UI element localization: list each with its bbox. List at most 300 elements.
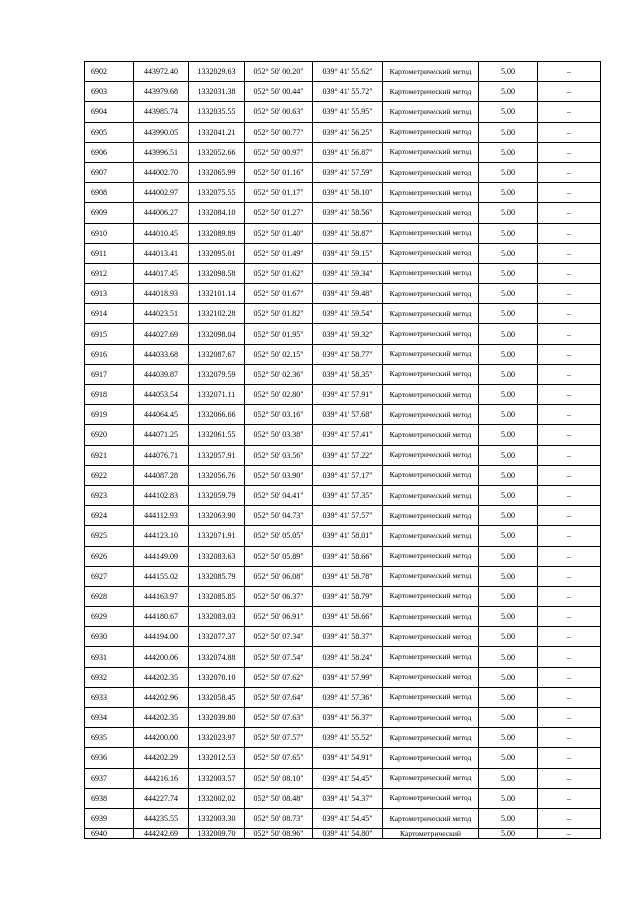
longitude-cell: 039° 41' 59.48"	[313, 284, 383, 304]
method-cell: Картометрический метод	[383, 546, 479, 566]
latitude-cell: 052° 50' 03.38"	[245, 425, 313, 445]
table-row	[85, 829, 601, 839]
accuracy-cell: 5.00	[479, 324, 538, 344]
x-coordinate-cell: 444013.41	[134, 243, 189, 263]
latitude-cell: 052° 50' 01.67"	[245, 284, 313, 304]
table-row	[85, 687, 601, 707]
accuracy-cell: 5.00	[479, 728, 538, 748]
x-coordinate-cell: 444180.67	[134, 607, 189, 627]
table-row	[85, 788, 601, 808]
longitude-cell: 039° 41' 57.68"	[313, 405, 383, 425]
point-number-cell: 6927	[85, 566, 134, 586]
x-coordinate-cell: 444200.06	[134, 647, 189, 667]
latitude-cell: 052° 50' 00.97"	[245, 142, 313, 162]
longitude-cell: 039° 41' 59.34"	[313, 263, 383, 283]
accuracy-cell: 5.00	[479, 748, 538, 768]
latitude-cell: 052° 50' 03.16"	[245, 405, 313, 425]
x-coordinate-cell: 444018.93	[134, 284, 189, 304]
point-number-cell: 6907	[85, 162, 134, 182]
x-coordinate-cell: 444039.87	[134, 364, 189, 384]
y-coordinate-cell: 1332077.37	[189, 627, 245, 647]
point-number-cell: 6939	[85, 808, 134, 828]
note-cell: –	[538, 122, 601, 142]
point-number-cell: 6909	[85, 203, 134, 223]
accuracy-cell: 5.00	[479, 82, 538, 102]
point-number-cell: 6926	[85, 546, 134, 566]
accuracy-cell: 5.00	[479, 627, 538, 647]
y-coordinate-cell: 1332003.57	[189, 768, 245, 788]
note-cell: –	[538, 324, 601, 344]
y-coordinate-cell: 1332089.89	[189, 223, 245, 243]
x-coordinate-cell: 444076.71	[134, 445, 189, 465]
longitude-cell: 039° 41' 57.22"	[313, 445, 383, 465]
accuracy-cell: 5.00	[479, 304, 538, 324]
point-number-cell: 6924	[85, 506, 134, 526]
accuracy-cell: 5.00	[479, 344, 538, 364]
accuracy-cell: 5.00	[479, 526, 538, 546]
longitude-cell: 039° 41' 58.56"	[313, 203, 383, 223]
longitude-cell: 039° 41' 54.80"	[313, 829, 383, 839]
note-cell: –	[538, 687, 601, 707]
point-number-cell: 6914	[85, 304, 134, 324]
longitude-cell: 039° 41' 57.41"	[313, 425, 383, 445]
y-coordinate-cell: 1332012.53	[189, 748, 245, 768]
latitude-cell: 052° 50' 07.34"	[245, 627, 313, 647]
method-cell: Картометрический метод	[383, 82, 479, 102]
longitude-cell: 039° 41' 58.01"	[313, 526, 383, 546]
y-coordinate-cell: 1332065.99	[189, 162, 245, 182]
note-cell: –	[538, 607, 601, 627]
note-cell: –	[538, 405, 601, 425]
table-row	[85, 344, 601, 364]
table-row	[85, 708, 601, 728]
point-number-cell: 6925	[85, 526, 134, 546]
method-cell: Картометрический метод	[383, 768, 479, 788]
note-cell: –	[538, 243, 601, 263]
method-cell: Картометрический метод	[383, 183, 479, 203]
note-cell: –	[538, 485, 601, 505]
table-row	[85, 667, 601, 687]
longitude-cell: 039° 41' 54.45"	[313, 768, 383, 788]
x-coordinate-cell: 443990.05	[134, 122, 189, 142]
x-coordinate-cell: 444102.83	[134, 485, 189, 505]
method-cell: Картометрический метод	[383, 667, 479, 687]
y-coordinate-cell: 1332070.10	[189, 667, 245, 687]
x-coordinate-cell: 444010.45	[134, 223, 189, 243]
latitude-cell: 052° 50' 03.56"	[245, 445, 313, 465]
point-number-cell: 6917	[85, 364, 134, 384]
y-coordinate-cell: 1332003.30	[189, 808, 245, 828]
method-cell: Картометрический метод	[383, 788, 479, 808]
latitude-cell: 052° 50' 00.20"	[245, 62, 313, 82]
table-row	[85, 586, 601, 606]
point-number-cell: 6930	[85, 627, 134, 647]
point-number-cell: 6920	[85, 425, 134, 445]
note-cell: –	[538, 708, 601, 728]
table-row	[85, 808, 601, 828]
latitude-cell: 052° 50' 02.15"	[245, 344, 313, 364]
x-coordinate-cell: 444163.97	[134, 586, 189, 606]
point-number-cell: 6931	[85, 647, 134, 667]
latitude-cell: 052° 50' 07.65"	[245, 748, 313, 768]
accuracy-cell: 5.00	[479, 405, 538, 425]
accuracy-cell: 5.00	[479, 808, 538, 828]
note-cell: –	[538, 102, 601, 122]
latitude-cell: 052° 50' 05.05"	[245, 526, 313, 546]
latitude-cell: 052° 50' 07.54"	[245, 647, 313, 667]
x-coordinate-cell: 444235.55	[134, 808, 189, 828]
x-coordinate-cell: 444064.45	[134, 405, 189, 425]
table-row	[85, 465, 601, 485]
note-cell: –	[538, 284, 601, 304]
x-coordinate-cell: 444200.00	[134, 728, 189, 748]
point-number-cell: 6915	[85, 324, 134, 344]
note-cell: –	[538, 62, 601, 82]
point-number-cell: 6928	[85, 586, 134, 606]
x-coordinate-cell: 444216.16	[134, 768, 189, 788]
latitude-cell: 052° 50' 08.96"	[245, 829, 313, 839]
x-coordinate-cell: 443972.40	[134, 62, 189, 82]
latitude-cell: 052° 50' 01.49"	[245, 243, 313, 263]
table-row	[85, 546, 601, 566]
table-row	[85, 566, 601, 586]
latitude-cell: 052° 50' 07.57"	[245, 728, 313, 748]
y-coordinate-cell: 1332057.91	[189, 445, 245, 465]
note-cell: –	[538, 728, 601, 748]
longitude-cell: 039° 41' 54.45"	[313, 808, 383, 828]
note-cell: –	[538, 465, 601, 485]
point-number-cell: 6936	[85, 748, 134, 768]
point-number-cell: 6905	[85, 122, 134, 142]
y-coordinate-cell: 1332029.63	[189, 62, 245, 82]
y-coordinate-cell: 1332087.67	[189, 344, 245, 364]
note-cell: –	[538, 223, 601, 243]
latitude-cell: 052° 50' 01.27"	[245, 203, 313, 223]
longitude-cell: 039° 41' 56.87"	[313, 142, 383, 162]
point-number-cell: 6908	[85, 183, 134, 203]
latitude-cell: 052° 50' 08.73"	[245, 808, 313, 828]
note-cell: –	[538, 425, 601, 445]
x-coordinate-cell: 443996.51	[134, 142, 189, 162]
table-row	[85, 162, 601, 182]
accuracy-cell: 5.00	[479, 687, 538, 707]
accuracy-cell: 5.00	[479, 708, 538, 728]
method-cell: Картометрический метод	[383, 445, 479, 465]
table-row	[85, 485, 601, 505]
method-cell: Картометрический метод	[383, 243, 479, 263]
note-cell: –	[538, 586, 601, 606]
method-cell: Картометрический метод	[383, 142, 479, 162]
point-number-cell: 6933	[85, 687, 134, 707]
longitude-cell: 039° 41' 56.37"	[313, 708, 383, 728]
x-coordinate-cell: 444202.35	[134, 708, 189, 728]
y-coordinate-cell: 1332035.55	[189, 102, 245, 122]
method-cell: Картометрический метод	[383, 284, 479, 304]
note-cell: –	[538, 364, 601, 384]
note-cell: –	[538, 788, 601, 808]
longitude-cell: 039° 41' 57.99"	[313, 667, 383, 687]
method-cell: Картометрический метод	[383, 607, 479, 627]
y-coordinate-cell: 1332083.03	[189, 607, 245, 627]
longitude-cell: 039° 41' 54.91"	[313, 748, 383, 768]
accuracy-cell: 5.00	[479, 506, 538, 526]
accuracy-cell: 5.00	[479, 284, 538, 304]
x-coordinate-cell: 444123.10	[134, 526, 189, 546]
y-coordinate-cell: 1332009.70	[189, 829, 245, 839]
note-cell: –	[538, 768, 601, 788]
x-coordinate-cell: 444033.68	[134, 344, 189, 364]
method-cell: Картометрический метод	[383, 808, 479, 828]
longitude-cell: 039° 41' 57.35"	[313, 485, 383, 505]
y-coordinate-cell: 1332084.10	[189, 203, 245, 223]
method-cell: Картометрический метод	[383, 364, 479, 384]
accuracy-cell: 5.00	[479, 829, 538, 839]
note-cell: –	[538, 82, 601, 102]
accuracy-cell: 5.00	[479, 465, 538, 485]
y-coordinate-cell: 1332002.02	[189, 788, 245, 808]
method-cell: Картометрический метод	[383, 425, 479, 445]
note-cell: –	[538, 829, 601, 839]
method-cell: Картометрический метод	[383, 385, 479, 405]
x-coordinate-cell: 444202.35	[134, 667, 189, 687]
latitude-cell: 052° 50' 03.90"	[245, 465, 313, 485]
longitude-cell: 039° 41' 55.95"	[313, 102, 383, 122]
method-cell: Картометрический метод	[383, 748, 479, 768]
point-number-cell: 6938	[85, 788, 134, 808]
point-number-cell: 6923	[85, 485, 134, 505]
accuracy-cell: 5.00	[479, 445, 538, 465]
x-coordinate-cell: 444002.70	[134, 162, 189, 182]
accuracy-cell: 5.00	[479, 425, 538, 445]
accuracy-cell: 5.00	[479, 142, 538, 162]
note-cell: –	[538, 162, 601, 182]
latitude-cell: 052° 50' 07.62"	[245, 667, 313, 687]
longitude-cell: 039° 41' 55.72"	[313, 82, 383, 102]
table-row	[85, 82, 601, 102]
method-cell: Картометрический метод	[383, 223, 479, 243]
table-row	[85, 284, 601, 304]
note-cell: –	[538, 546, 601, 566]
longitude-cell: 039° 41' 59.32"	[313, 324, 383, 344]
coordinates-table-body	[85, 62, 601, 839]
latitude-cell: 052° 50' 01.16"	[245, 162, 313, 182]
table-row	[85, 445, 601, 465]
accuracy-cell: 5.00	[479, 586, 538, 606]
x-coordinate-cell: 444087.28	[134, 465, 189, 485]
note-cell: –	[538, 667, 601, 687]
accuracy-cell: 5.00	[479, 546, 538, 566]
point-number-cell: 6934	[85, 708, 134, 728]
method-cell: Картометрический метод	[383, 506, 479, 526]
method-cell: Картометрический метод	[383, 102, 479, 122]
y-coordinate-cell: 1332098.58	[189, 263, 245, 283]
note-cell: –	[538, 808, 601, 828]
note-cell: –	[538, 748, 601, 768]
accuracy-cell: 5.00	[479, 122, 538, 142]
table-row	[85, 506, 601, 526]
longitude-cell: 039° 41' 57.57"	[313, 506, 383, 526]
y-coordinate-cell: 1332071.11	[189, 385, 245, 405]
table-row	[85, 647, 601, 667]
note-cell: –	[538, 385, 601, 405]
y-coordinate-cell: 1332066.66	[189, 405, 245, 425]
note-cell: –	[538, 263, 601, 283]
longitude-cell: 039° 41' 57.17"	[313, 465, 383, 485]
y-coordinate-cell: 1332023.97	[189, 728, 245, 748]
x-coordinate-cell: 444017.45	[134, 263, 189, 283]
accuracy-cell: 5.00	[479, 768, 538, 788]
method-cell: Картометрический метод	[383, 647, 479, 667]
y-coordinate-cell: 1332031.38	[189, 82, 245, 102]
point-number-cell: 6937	[85, 768, 134, 788]
longitude-cell: 039° 41' 57.59"	[313, 162, 383, 182]
y-coordinate-cell: 1332102.28	[189, 304, 245, 324]
method-cell: Картометрический метод	[383, 465, 479, 485]
longitude-cell: 039° 41' 58.35"	[313, 364, 383, 384]
accuracy-cell: 5.00	[479, 566, 538, 586]
longitude-cell: 039° 41' 58.87"	[313, 223, 383, 243]
longitude-cell: 039° 41' 58.24"	[313, 647, 383, 667]
table-row	[85, 364, 601, 384]
table-row	[85, 324, 601, 344]
x-coordinate-cell: 444202.96	[134, 687, 189, 707]
latitude-cell: 052° 50' 01.17"	[245, 183, 313, 203]
latitude-cell: 052° 50' 06.91"	[245, 607, 313, 627]
x-coordinate-cell: 444071.25	[134, 425, 189, 445]
point-number-cell: 6903	[85, 82, 134, 102]
x-coordinate-cell: 444112.93	[134, 506, 189, 526]
longitude-cell: 039° 41' 59.15"	[313, 243, 383, 263]
accuracy-cell: 5.00	[479, 667, 538, 687]
table-row	[85, 768, 601, 788]
point-number-cell: 6929	[85, 607, 134, 627]
note-cell: –	[538, 304, 601, 324]
accuracy-cell: 5.00	[479, 607, 538, 627]
x-coordinate-cell: 444002.97	[134, 183, 189, 203]
note-cell: –	[538, 183, 601, 203]
method-cell: Картометрический метод	[383, 687, 479, 707]
note-cell: –	[538, 344, 601, 364]
table-row	[85, 425, 601, 445]
note-cell: –	[538, 526, 601, 546]
note-cell: –	[538, 203, 601, 223]
latitude-cell: 052° 50' 07.64"	[245, 687, 313, 707]
latitude-cell: 052° 50' 00.77"	[245, 122, 313, 142]
latitude-cell: 052° 50' 00.44"	[245, 82, 313, 102]
table-row	[85, 728, 601, 748]
point-number-cell: 6940	[85, 829, 134, 839]
point-number-cell: 6904	[85, 102, 134, 122]
y-coordinate-cell: 1332085.79	[189, 566, 245, 586]
table-row	[85, 183, 601, 203]
point-number-cell: 6935	[85, 728, 134, 748]
latitude-cell: 052° 50' 08.10"	[245, 768, 313, 788]
longitude-cell: 039° 41' 58.10"	[313, 183, 383, 203]
point-number-cell: 6919	[85, 405, 134, 425]
table-row	[85, 203, 601, 223]
point-number-cell: 6932	[85, 667, 134, 687]
point-number-cell: 6921	[85, 445, 134, 465]
accuracy-cell: 5.00	[479, 385, 538, 405]
point-number-cell: 6906	[85, 142, 134, 162]
longitude-cell: 039° 41' 58.66"	[313, 607, 383, 627]
x-coordinate-cell: 443985.74	[134, 102, 189, 122]
table-row	[85, 385, 601, 405]
accuracy-cell: 5.00	[479, 485, 538, 505]
method-cell: Картометрический метод	[383, 526, 479, 546]
table-row	[85, 607, 601, 627]
x-coordinate-cell: 444155.02	[134, 566, 189, 586]
longitude-cell: 039° 41' 58.37"	[313, 627, 383, 647]
table-row	[85, 243, 601, 263]
y-coordinate-cell: 1332083.63	[189, 546, 245, 566]
latitude-cell: 052° 50' 02.80"	[245, 385, 313, 405]
table-row	[85, 526, 601, 546]
y-coordinate-cell: 1332075.55	[189, 183, 245, 203]
y-coordinate-cell: 1332039.80	[189, 708, 245, 728]
longitude-cell: 039° 41' 58.77"	[313, 344, 383, 364]
method-cell: Картометрический метод	[383, 708, 479, 728]
method-cell: Картометрический метод	[383, 62, 479, 82]
table-row	[85, 748, 601, 768]
accuracy-cell: 5.00	[479, 162, 538, 182]
method-cell: Картометрический метод	[383, 405, 479, 425]
latitude-cell: 052° 50' 02.36"	[245, 364, 313, 384]
method-cell: Картометрический метод	[383, 304, 479, 324]
longitude-cell: 039° 41' 54.37"	[313, 788, 383, 808]
table-row	[85, 263, 601, 283]
accuracy-cell: 5.00	[479, 788, 538, 808]
latitude-cell: 052° 50' 04.41"	[245, 485, 313, 505]
method-cell: Картометрический метод	[383, 263, 479, 283]
y-coordinate-cell: 1332071.91	[189, 526, 245, 546]
latitude-cell: 052° 50' 00.63"	[245, 102, 313, 122]
y-coordinate-cell: 1332052.66	[189, 142, 245, 162]
longitude-cell: 039° 41' 55.52"	[313, 728, 383, 748]
x-coordinate-cell: 444053.54	[134, 385, 189, 405]
latitude-cell: 052° 50' 01.62"	[245, 263, 313, 283]
table-row	[85, 304, 601, 324]
coordinates-table	[84, 61, 601, 839]
y-coordinate-cell: 1332063.90	[189, 506, 245, 526]
accuracy-cell: 5.00	[479, 62, 538, 82]
longitude-cell: 039° 41' 57.36"	[313, 687, 383, 707]
longitude-cell: 039° 41' 56.25"	[313, 122, 383, 142]
point-number-cell: 6911	[85, 243, 134, 263]
y-coordinate-cell: 1332079.59	[189, 364, 245, 384]
y-coordinate-cell: 1332041.21	[189, 122, 245, 142]
table-row	[85, 102, 601, 122]
accuracy-cell: 5.00	[479, 102, 538, 122]
y-coordinate-cell: 1332061.55	[189, 425, 245, 445]
latitude-cell: 052° 50' 01.82"	[245, 304, 313, 324]
y-coordinate-cell: 1332056.76	[189, 465, 245, 485]
x-coordinate-cell: 444202.29	[134, 748, 189, 768]
longitude-cell: 039° 41' 58.66"	[313, 546, 383, 566]
x-coordinate-cell: 443979.68	[134, 82, 189, 102]
method-cell: Картометрический метод	[383, 586, 479, 606]
table-row	[85, 142, 601, 162]
point-number-cell: 6902	[85, 62, 134, 82]
method-cell: Картометрический метод	[383, 566, 479, 586]
point-number-cell: 6922	[85, 465, 134, 485]
table-row	[85, 223, 601, 243]
point-number-cell: 6913	[85, 284, 134, 304]
note-cell: –	[538, 627, 601, 647]
latitude-cell: 052° 50' 06.37"	[245, 586, 313, 606]
latitude-cell: 052° 50' 07.63"	[245, 708, 313, 728]
accuracy-cell: 5.00	[479, 223, 538, 243]
